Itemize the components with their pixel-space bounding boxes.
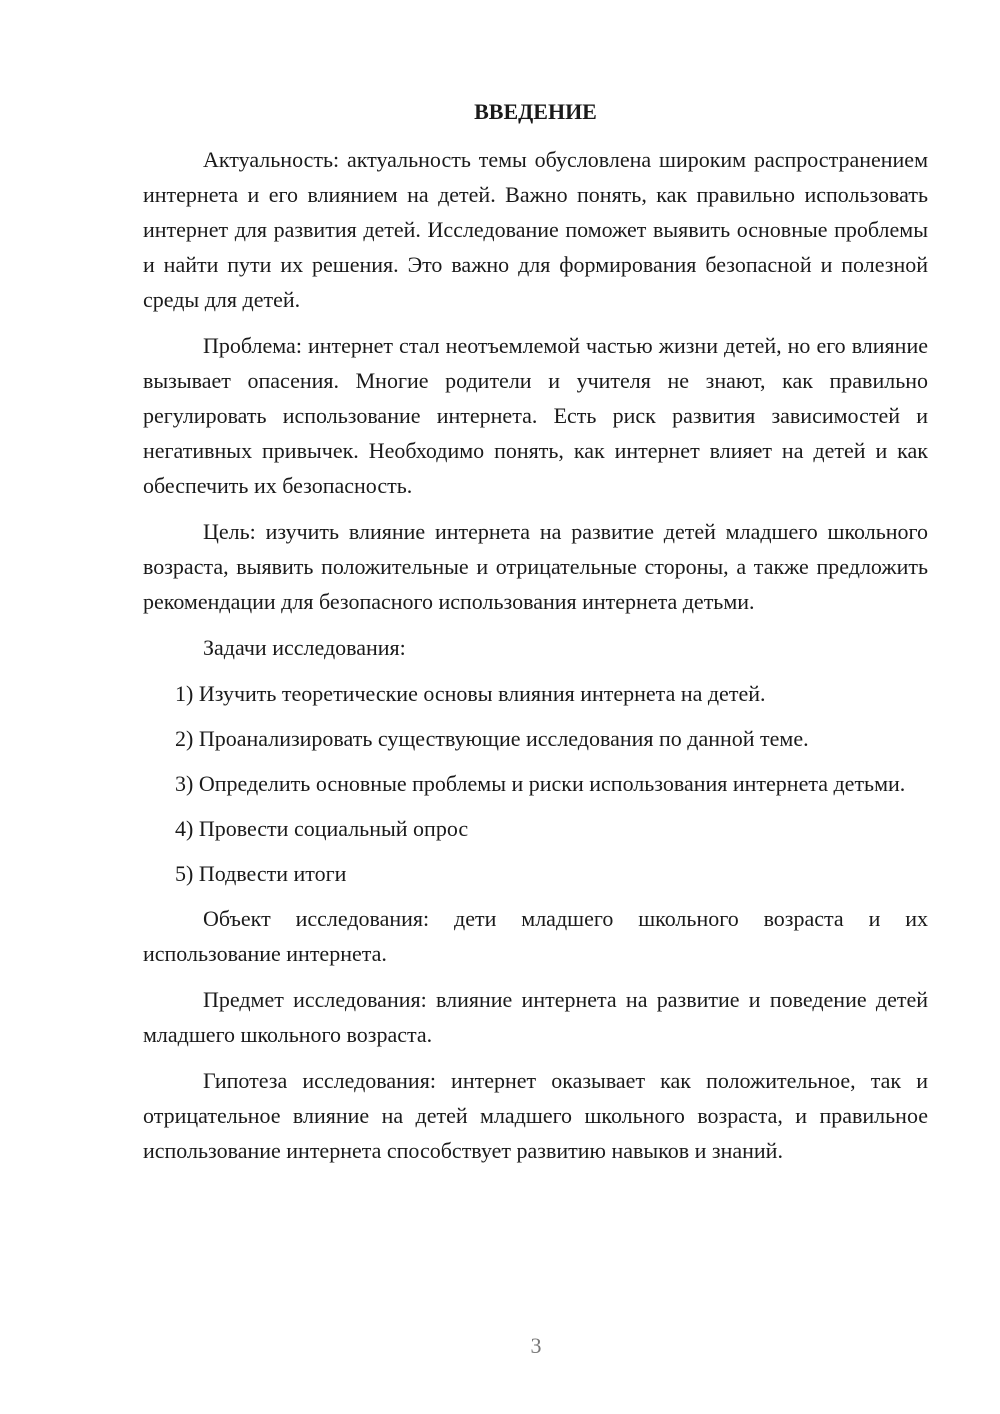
object-paragraph: Объект исследования: дети младшего школьного возраста и их использование интернета. bbox=[143, 906, 928, 966]
page-title: ВВЕДЕНИЕ bbox=[474, 99, 597, 124]
task-item: 5) Подвести итоги bbox=[175, 861, 347, 886]
task-item: 1) Изучить теоретические основы влияния интернета на детей. bbox=[175, 681, 766, 706]
relevance-paragraph: Актуальность: актуальность темы обусловлена широким распространением интернета и его влиянием на детей. Важно понять, как правильно использовать интернет для развития детей. Исследование поможет выявить основные проблемы и найти пути их решения. Это важно для формирования безопасной и полезной среды для детей. bbox=[143, 147, 928, 312]
tasks-heading: Задачи исследования: bbox=[203, 635, 406, 660]
task-item: 2) Проанализировать существующие исследования по данной теме. bbox=[175, 726, 809, 751]
page-number: 3 bbox=[530, 1333, 542, 1358]
goal-paragraph: Цель: изучить влияние интернета на развитие детей младшего школьного возраста, выявить положительные и отрицательные стороны, а также предложить рекомендации для безопасного использования интернета детьми. bbox=[143, 519, 928, 614]
subject-paragraph: Предмет исследования: влияние интернета на развитие и поведение детей младшего школьного возраста. bbox=[143, 987, 928, 1047]
task-item: 4) Провести социальный опрос bbox=[175, 816, 469, 841]
hypothesis-paragraph: Гипотеза исследования: интернет оказывает как положительное, так и отрицательное влияние на детей младшего школьного возраста, и правильное использование интернета способствует развитию навыков и знаний. bbox=[143, 1068, 928, 1163]
task-item: 3) Определить основные проблемы и риски использования интернета детьми. bbox=[175, 771, 906, 796]
problem-paragraph: Проблема: интернет стал неотъемлемой частью жизни детей, но его влияние вызывает опасения. Многие родители и учителя не знают, как правильно регулировать использование интернета. Есть риск развития зависимостей и негативных привычек. Необходимо понять, как интернет влияет на детей и как обеспечить их безопасность. bbox=[143, 333, 928, 498]
document-page bbox=[143, 94, 928, 1179]
